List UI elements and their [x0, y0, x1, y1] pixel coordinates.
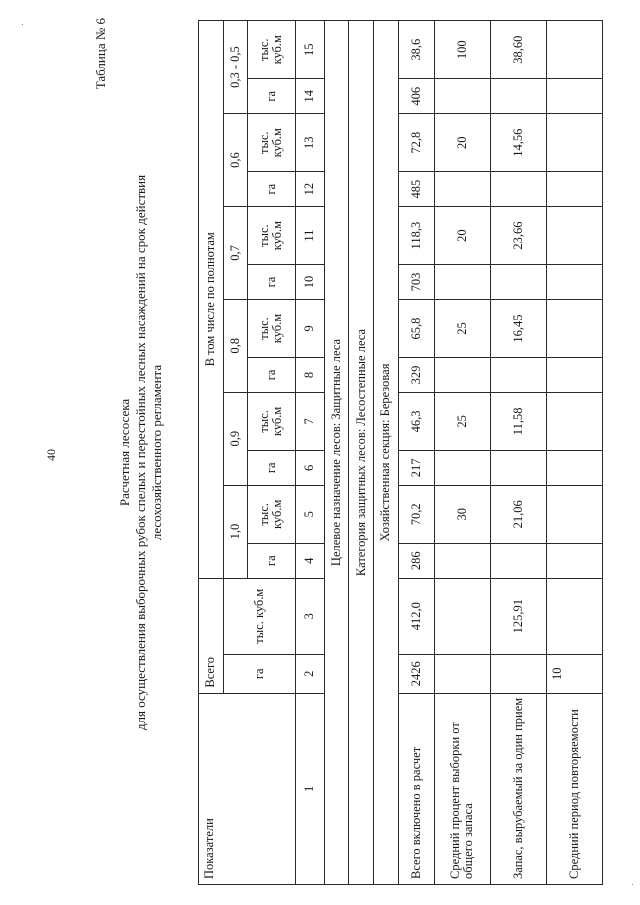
row-cell: 25	[434, 299, 490, 357]
scan-speck	[22, 24, 23, 25]
section-category: Категория защитных лесов: Лесостепные леса	[349, 21, 374, 885]
header-volume: тыс. куб.м	[248, 114, 295, 172]
row-cell	[546, 485, 602, 543]
row-cell	[546, 451, 602, 486]
column-number: 1	[295, 693, 324, 884]
column-number: 12	[295, 172, 324, 207]
row-cell: 329	[398, 358, 434, 393]
row-total-ha	[490, 654, 546, 693]
table-row	[546, 21, 602, 885]
row-cell: 16,45	[490, 299, 546, 357]
row-cell: 21,06	[490, 485, 546, 543]
column-number: 8	[295, 358, 324, 393]
row-total-volume	[434, 578, 490, 654]
row-cell	[546, 265, 602, 300]
table-label: Таблица № 6	[93, 18, 108, 90]
header-ha: га	[248, 172, 295, 207]
table-title	[117, 100, 165, 805]
row-label: Средний период повторяемости	[546, 693, 602, 884]
title-line-3: лесохозяйственного регламента	[149, 364, 164, 541]
row-total-ha	[434, 654, 490, 693]
row-cell	[434, 172, 490, 207]
column-number: 9	[295, 299, 324, 357]
row-cell: 217	[398, 451, 434, 486]
row-cell: 25	[434, 392, 490, 450]
row-cell	[490, 451, 546, 486]
row-cell: 38,6	[398, 21, 434, 79]
header-indicators: Показатели	[199, 693, 296, 884]
row-cell: 485	[398, 172, 434, 207]
column-number: 4	[295, 543, 324, 578]
scan-speck	[632, 884, 633, 885]
row-cell	[546, 114, 602, 172]
row-cell	[434, 451, 490, 486]
table-row	[490, 21, 546, 885]
column-number: 14	[295, 79, 324, 114]
row-cell	[434, 265, 490, 300]
row-cell: 406	[398, 79, 434, 114]
row-label: Средний процент выборки от общего запаса	[434, 693, 490, 884]
header-density: 0,8	[223, 299, 248, 392]
row-cell: 286	[398, 543, 434, 578]
row-cell: 38,60	[490, 21, 546, 79]
row-cell: 23,66	[490, 206, 546, 264]
column-number: 7	[295, 392, 324, 450]
row-cell	[490, 543, 546, 578]
row-cell: 14,56	[490, 114, 546, 172]
header-total-volume: тыс. куб.м	[223, 578, 295, 654]
column-number: 15	[295, 21, 324, 79]
row-cell: 46,3	[398, 392, 434, 450]
header-ha: га	[248, 79, 295, 114]
row-cell: 100	[434, 21, 490, 79]
header-density: 0,6	[223, 114, 248, 207]
row-cell	[546, 299, 602, 357]
header-by-density: В том числе по полнотам	[199, 21, 224, 579]
header-ha: га	[248, 451, 295, 486]
row-cell	[490, 172, 546, 207]
header-total-ha: га	[223, 654, 295, 693]
title-line-1: Расчетная лесосека	[117, 398, 132, 507]
row-cell	[546, 79, 602, 114]
row-cell	[546, 358, 602, 393]
allowable-cut-table	[198, 20, 603, 885]
row-cell	[546, 392, 602, 450]
row-total-volume	[546, 578, 602, 654]
column-number: 6	[295, 451, 324, 486]
title-line-2: для осуществления выборочных рубок спелых и перестойных лесных насаждений на срок действия	[133, 174, 148, 731]
header-density: 0,3 - 0,5	[223, 21, 248, 114]
row-cell	[434, 358, 490, 393]
row-cell	[490, 358, 546, 393]
table-row	[434, 21, 490, 885]
row-cell	[434, 543, 490, 578]
section-purpose: Целевое назначение лесов: Защитные леса	[324, 21, 349, 885]
row-cell	[546, 206, 602, 264]
row-total-ha: 2426	[398, 654, 434, 693]
section-farm: Хозяйственная секция: Березовая	[374, 21, 399, 885]
header-volume: тыс. куб.м	[248, 206, 295, 264]
row-cell	[490, 79, 546, 114]
header-ha: га	[248, 265, 295, 300]
row-cell	[546, 21, 602, 79]
row-cell	[546, 543, 602, 578]
header-volume: тыс. куб.м	[248, 21, 295, 79]
column-number: 11	[295, 206, 324, 264]
row-cell: 118,3	[398, 206, 434, 264]
column-number: 2	[295, 654, 324, 693]
row-total-ha: 10	[546, 654, 602, 693]
row-cell: 20	[434, 114, 490, 172]
header-ha: га	[248, 358, 295, 393]
column-number: 13	[295, 114, 324, 172]
header-ha: га	[248, 543, 295, 578]
header-density: 1,0	[223, 485, 248, 578]
row-cell	[546, 172, 602, 207]
row-cell: 70,2	[398, 485, 434, 543]
row-total-volume: 412,0	[398, 578, 434, 654]
row-cell	[490, 265, 546, 300]
row-cell	[434, 79, 490, 114]
row-cell: 11,58	[490, 392, 546, 450]
row-cell: 30	[434, 485, 490, 543]
header-total: Всего	[199, 578, 224, 693]
header-volume: тыс. куб.м	[248, 392, 295, 450]
header-volume: тыс. куб.м	[248, 299, 295, 357]
row-cell: 20	[434, 206, 490, 264]
table-row	[398, 21, 434, 885]
header-volume: тыс. куб.м	[248, 485, 295, 543]
row-cell: 65,8	[398, 299, 434, 357]
row-cell: 703	[398, 265, 434, 300]
column-number: 10	[295, 265, 324, 300]
row-total-volume: 125,91	[490, 578, 546, 654]
row-cell: 72,8	[398, 114, 434, 172]
column-number: 3	[295, 578, 324, 654]
page-number: 40	[44, 449, 58, 461]
header-density: 0,9	[223, 392, 248, 485]
row-label: Запас, вырубаемый за один прием	[490, 693, 546, 884]
header-density: 0,7	[223, 206, 248, 299]
column-number: 5	[295, 485, 324, 543]
row-label: Всего включено в расчет	[398, 693, 434, 884]
